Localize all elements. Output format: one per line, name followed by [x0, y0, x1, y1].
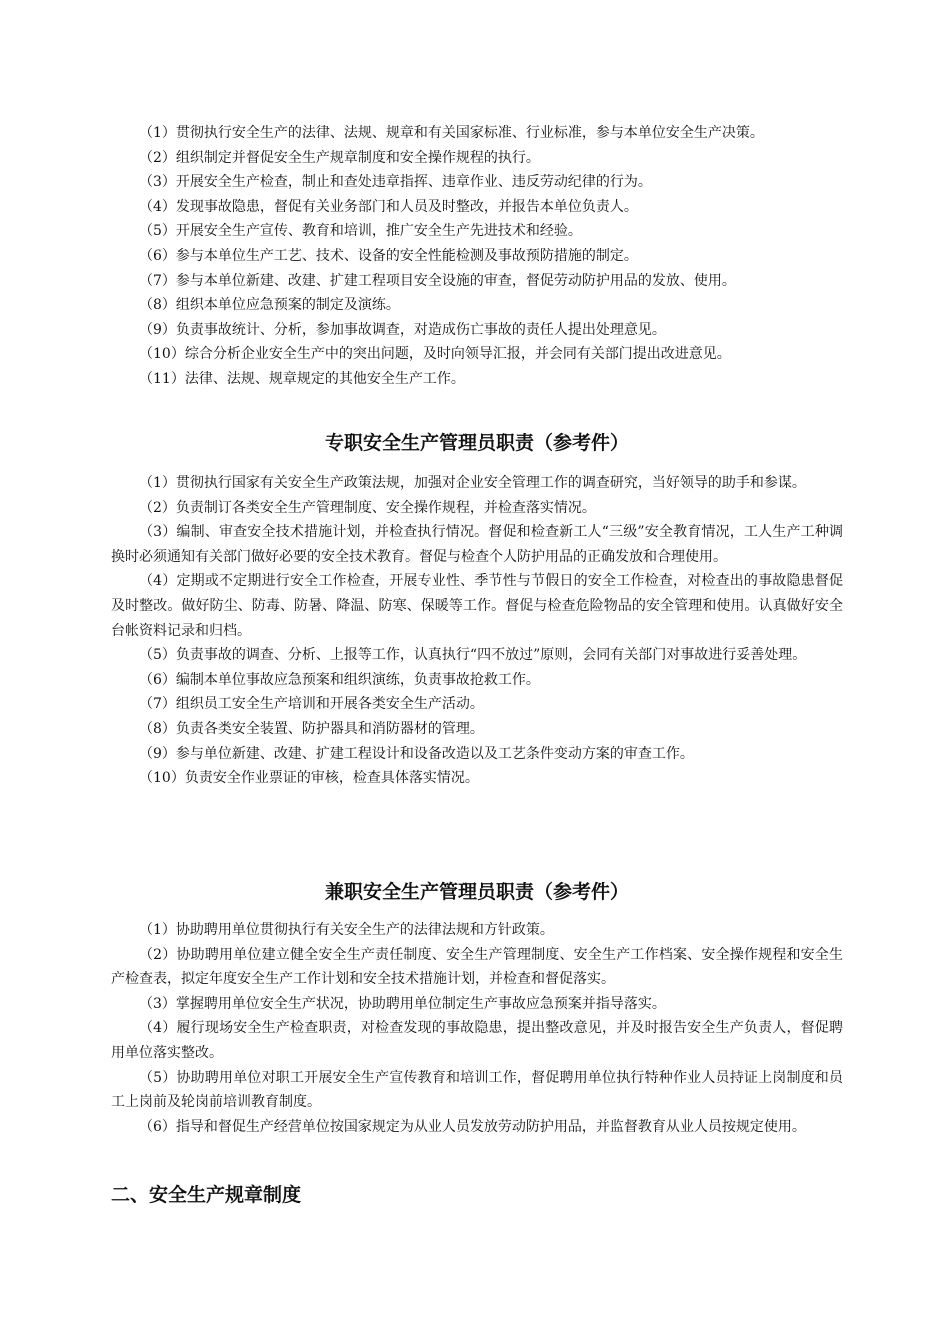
- intro-duties-list: [111, 121, 843, 392]
- list-item: （10）负责安全作业票证的审核，检查具体落实情况。: [139, 770, 479, 787]
- list-item: （3）掌握聘用单位安全生产状况，协助聘用单位制定生产事故应急预案并指导落实。: [139, 995, 666, 1012]
- list-item: （3）开展安全生产检查，制止和查处违章指挥、违章作业、违反劳动纪律的行为。: [139, 174, 652, 191]
- list-item: （5）负责事故的调查、分析、上报等工作，认真执行“四不放过”原则，会同有关部门对事故进行妥善处理。: [139, 647, 807, 664]
- list-item: （8）组织本单位应急预案的制定及演练。: [139, 297, 400, 314]
- list-item: （1）贯彻执行国家有关安全生产政策法规，加强对企业安全管理工作的调查研究，当好领导的助手和参谋。: [139, 475, 806, 491]
- list-item: （4）定期或不定期进行安全工作检查，开展专业性、季节性与节假日的安全工作检查，对检查出的事故隐患督促及时整改。做好防尘、防毒、防暑、降温、防寒、保暖等工作。督促与检查危险物品的安全管理和使用。认真做好安全台帐资料记录和归档。: [111, 573, 843, 639]
- list-item: （5）开展安全生产宣传、教育和培训，推广安全生产先进技术和经验。: [139, 223, 582, 240]
- list-item: （7）参与本单位新建、改建、扩建工程项目安全设施的审查，督促劳动防护用品的发放、使用。: [139, 272, 736, 289]
- list-item: （6）指导和督促生产经营单位按国家规定为从业人员发放劳动防护用品，并监督教育从业人员按规定使用。: [139, 1118, 806, 1135]
- list-item: （2）协助聘用单位建立健全安全生产责任制度、安全生产管理制度、安全生产工作档案、安全操作规程和安全生产检查表，拟定年度安全生产工作计划和安全技术措施计划，并检查和督促落实。: [111, 946, 843, 988]
- list-item: （9）参与单位新建、改建、扩建工程设计和设备改造以及工艺条件变动方案的审查工作。: [139, 745, 694, 762]
- list-item: （6）参与本单位生产工艺、技术、设备的安全性能检测及事故预防措施的制定。: [139, 247, 638, 264]
- list-item: （4）发现事故隐患，督促有关业务部门和人员及时整改，并报告本单位负责人。: [139, 198, 638, 215]
- parttime-section-title: 兼职安全生产管理员职责（参考件）: [324, 881, 629, 903]
- fulltime-duties-list: [111, 471, 843, 791]
- list-item: （8）负责各类安全装置、防护器具和消防器材的管理。: [139, 720, 484, 737]
- chapter-two-title: 二、安全生产规章制度: [111, 1184, 302, 1206]
- fulltime-section-title: 专职安全生产管理员职责（参考件）: [324, 432, 629, 454]
- list-item: （10）综合分析企业安全生产中的突出问题，及时向领导汇报，并会同有关部门提出改进意见。: [139, 346, 731, 363]
- list-item: （6）编制本单位事故应急预案和组织演练，负责事故抢救工作。: [139, 671, 540, 688]
- parttime-duties-list: [111, 918, 843, 1139]
- list-item: （3）编制、审查安全技术措施计划，并检查执行情况。督促和检查新工人“三级”安全教育情况，工人生产工种调换时必须通知有关部门做好必要的安全技术教育。督促与检查个人防护用品的正确发放和合理使用。: [111, 524, 843, 565]
- list-item: （4）履行现场安全生产检查职责，对检查发现的事故隐患，提出整改意见，并及时报告安全生产负责人，督促聘用单位落实整改。: [111, 1020, 843, 1061]
- list-item: （2）组织制定并督促安全生产规章制度和安全操作规程的执行。: [139, 149, 540, 166]
- list-item: （1）协助聘用单位贯彻执行有关安全生产的法律法规和方针政策。: [139, 922, 554, 938]
- list-item: （11）法律、法规、规章规定的其他安全生产工作。: [139, 370, 465, 387]
- list-item: （9）负责事故统计、分析，参加事故调查，对造成伤亡事故的责任人提出处理意见。: [139, 321, 666, 338]
- list-item: （7）组织员工安全生产培训和开展各类安全生产活动。: [139, 696, 484, 713]
- list-item: （1）贯彻执行安全生产的法律、法规、规章和有关国家标准、行业标准，参与本单位安全生产决策。: [139, 125, 764, 141]
- list-item: （2）负责制订各类安全生产管理制度、安全操作规程，并检查落实情况。: [139, 499, 596, 516]
- list-item: （5）协助聘用单位对职工开展安全生产宣传教育和培训工作，督促聘用单位执行特种作业人员持证上岗制度和员工上岗前及轮岗前培训教育制度。: [111, 1069, 843, 1111]
